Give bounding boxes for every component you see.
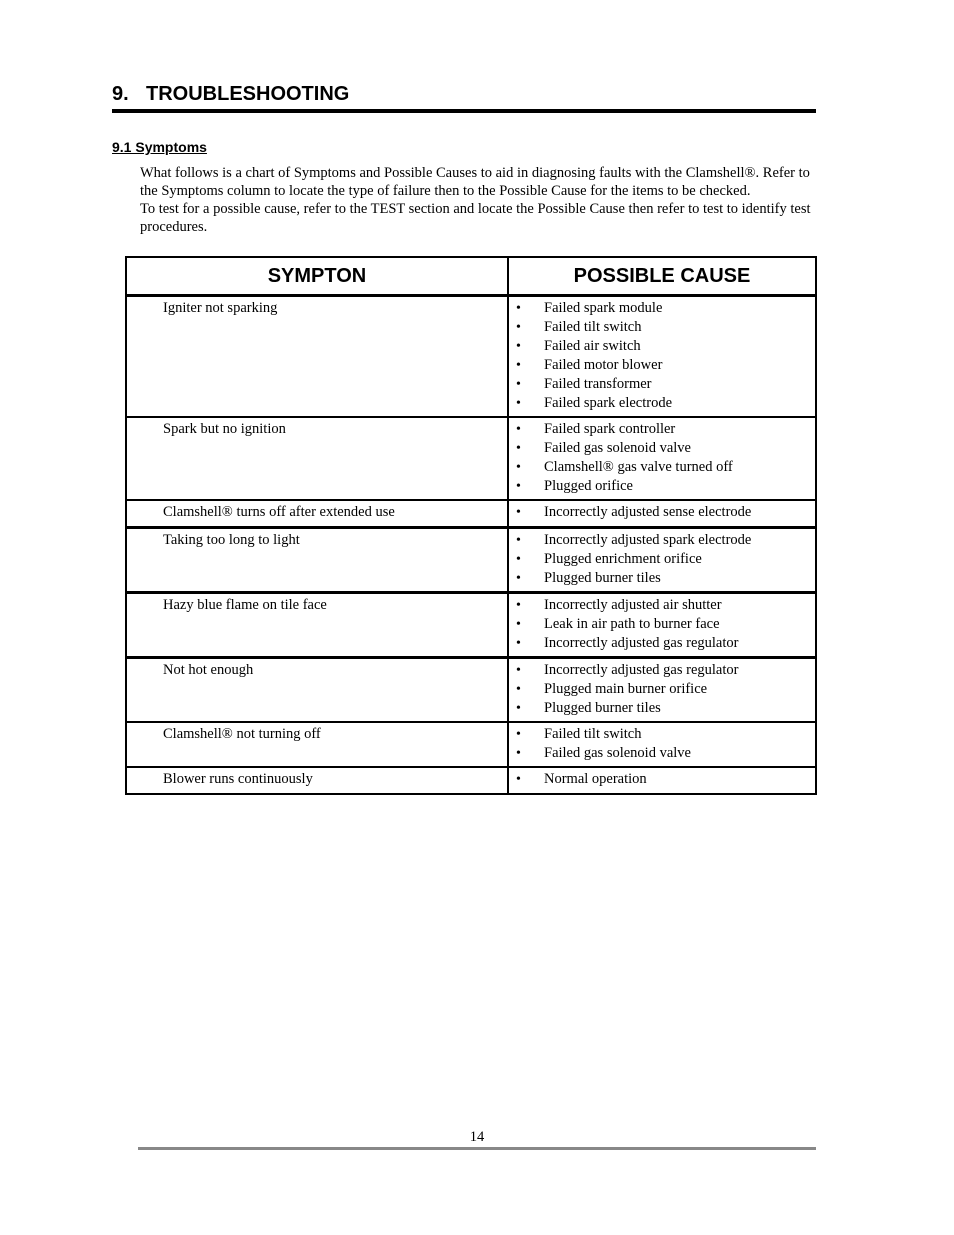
subsection-heading: 9.1 Symptoms bbox=[112, 139, 207, 155]
table-header-row bbox=[126, 257, 816, 296]
symptom-column-header: SYMPTON bbox=[126, 257, 508, 296]
table-row bbox=[126, 500, 816, 528]
symptom-cell: Hazy blue flame on tile face bbox=[126, 593, 508, 658]
cause-item: • Failed spark module bbox=[509, 299, 815, 318]
table-row bbox=[126, 767, 816, 794]
cause-item: • Failed gas solenoid valve bbox=[509, 439, 815, 458]
cause-item: • Failed tilt switch bbox=[509, 318, 815, 337]
cause-item: • Plugged orifice bbox=[509, 477, 815, 496]
symptom-cell: Blower runs continuously bbox=[126, 767, 508, 794]
cause-cell bbox=[508, 296, 816, 418]
symptom-cell: Igniter not sparking bbox=[126, 296, 508, 418]
cause-item: • Leak in air path to burner face bbox=[509, 615, 815, 634]
cause-item: • Normal operation bbox=[509, 770, 815, 789]
table-row bbox=[126, 528, 816, 593]
intro-paragraph: To test for a possible cause, refer to the TEST section and locate the Possible Cause then refer to test to identify test procedures. bbox=[140, 201, 811, 235]
cause-cell bbox=[508, 722, 816, 767]
cause-list bbox=[509, 725, 815, 763]
cause-item: • Incorrectly adjusted spark electrode bbox=[509, 531, 815, 550]
symptom-cell: Taking too long to light bbox=[126, 528, 508, 593]
table-row bbox=[126, 296, 816, 418]
cause-list bbox=[509, 596, 815, 653]
cause-item: • Failed spark electrode bbox=[509, 394, 815, 413]
cause-item: • Failed gas solenoid valve bbox=[509, 744, 815, 763]
cause-cell bbox=[508, 528, 816, 593]
cause-item: • Clamshell® gas valve turned off bbox=[509, 458, 815, 477]
table-row bbox=[126, 658, 816, 723]
cause-item: • Failed air switch bbox=[509, 337, 815, 356]
cause-list bbox=[509, 420, 815, 496]
cause-list bbox=[509, 531, 815, 588]
cause-cell bbox=[508, 500, 816, 528]
cause-cell bbox=[508, 417, 816, 500]
cause-column-header: POSSIBLE CAUSE bbox=[508, 257, 816, 296]
symptom-cell: Clamshell® not turning off bbox=[126, 722, 508, 767]
cause-item: • Failed motor blower bbox=[509, 356, 815, 375]
cause-item: • Plugged burner tiles bbox=[509, 699, 815, 718]
cause-item: • Incorrectly adjusted gas regulator bbox=[509, 661, 815, 680]
page-number: 14 bbox=[469, 1129, 485, 1145]
symptom-cell: Clamshell® turns off after extended use bbox=[126, 500, 508, 528]
table-row bbox=[126, 417, 816, 500]
cause-cell bbox=[508, 658, 816, 723]
cause-item: • Incorrectly adjusted sense electrode bbox=[509, 503, 815, 522]
cause-item: • Incorrectly adjusted gas regulator bbox=[509, 634, 815, 653]
cause-item: • Plugged main burner orifice bbox=[509, 680, 815, 699]
table-body bbox=[126, 296, 816, 795]
symptom-cell: Not hot enough bbox=[126, 658, 508, 723]
cause-item: • Incorrectly adjusted air shutter bbox=[509, 596, 815, 615]
cause-list bbox=[509, 770, 815, 789]
cause-item: • Plugged burner tiles bbox=[509, 569, 815, 588]
cause-item: • Failed tilt switch bbox=[509, 725, 815, 744]
section-title: TROUBLESHOOTING bbox=[146, 83, 350, 105]
cause-list bbox=[509, 503, 815, 522]
section-number: 9. bbox=[112, 83, 129, 105]
cause-item: • Failed spark controller bbox=[509, 420, 815, 439]
table-row bbox=[126, 593, 816, 658]
table-row bbox=[126, 722, 816, 767]
symptom-cell: Spark but no ignition bbox=[126, 417, 508, 500]
cause-cell bbox=[508, 767, 816, 794]
intro-paragraph: What follows is a chart of Symptoms and Possible Causes to aid in diagnosing faults with the Clamshell®. Refer to the Symptoms column to locate the type of failure then to the Possible Cause for the items to be checked. bbox=[140, 165, 810, 199]
cause-list bbox=[509, 661, 815, 718]
footer-divider bbox=[138, 1147, 816, 1150]
troubleshooting-table bbox=[125, 256, 817, 795]
cause-item: • Failed transformer bbox=[509, 375, 815, 394]
cause-list bbox=[509, 299, 815, 413]
cause-item: • Plugged enrichment orifice bbox=[509, 550, 815, 569]
section-heading bbox=[112, 82, 816, 113]
intro-text bbox=[140, 164, 820, 236]
cause-cell bbox=[508, 593, 816, 658]
